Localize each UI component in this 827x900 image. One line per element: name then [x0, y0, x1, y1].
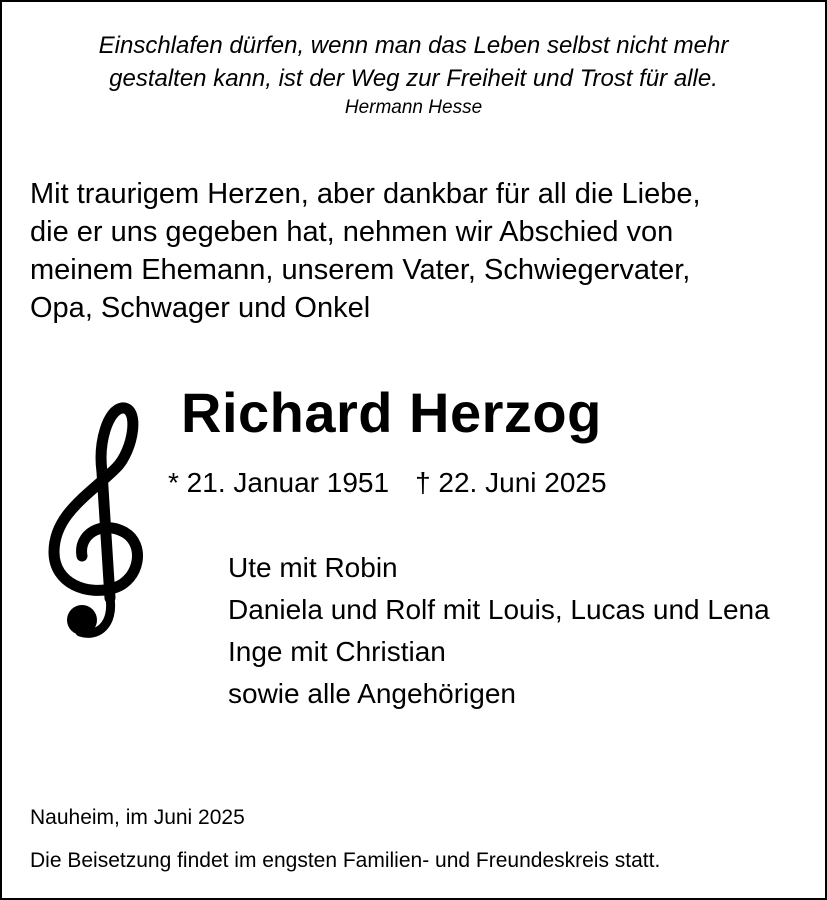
quote-author: Hermann Hesse — [344, 97, 483, 118]
intro-line-4: Opa, Schwager und Onkel — [30, 292, 371, 324]
death-date: † 22. Juni 2025 — [415, 467, 607, 498]
mourner-entry: Inge mit Christian — [228, 636, 446, 667]
mourner-entry: Ute mit Robin — [228, 552, 398, 583]
mourners-list — [228, 549, 788, 717]
mourner-entry: sowie alle Angehörigen — [228, 678, 516, 709]
intro-line-2: die er uns gegeben hat, nehmen wir Abschied von — [30, 216, 674, 248]
quote-line-2: gestalten kann, ist der Weg zur Freiheit und Trost für alle. — [109, 65, 718, 92]
epigraph-quote — [2, 29, 825, 121]
deceased-name: Richard Herzog — [181, 381, 602, 444]
mourner-entry: Daniela und Rolf mit Louis, Lucas und Lena — [228, 594, 770, 625]
life-dates — [168, 465, 607, 501]
treble-clef-icon — [42, 402, 152, 642]
intro-line-1: Mit traurigem Herzen, aber dankbar für all die Liebe, — [30, 178, 701, 210]
intro-text — [30, 175, 820, 327]
place-date: Nauheim, im Juni 2025 — [30, 806, 245, 829]
birth-date: * 21. Januar 1951 — [168, 467, 390, 498]
intro-line-3: meinem Ehemann, unserem Vater, Schwiegervater, — [30, 254, 691, 286]
quote-line-1: Einschlafen dürfen, wenn man das Leben selbst nicht mehr — [98, 32, 729, 59]
funeral-note: Die Beisetzung findet im engsten Familien- und Freundeskreis statt. — [30, 849, 661, 872]
